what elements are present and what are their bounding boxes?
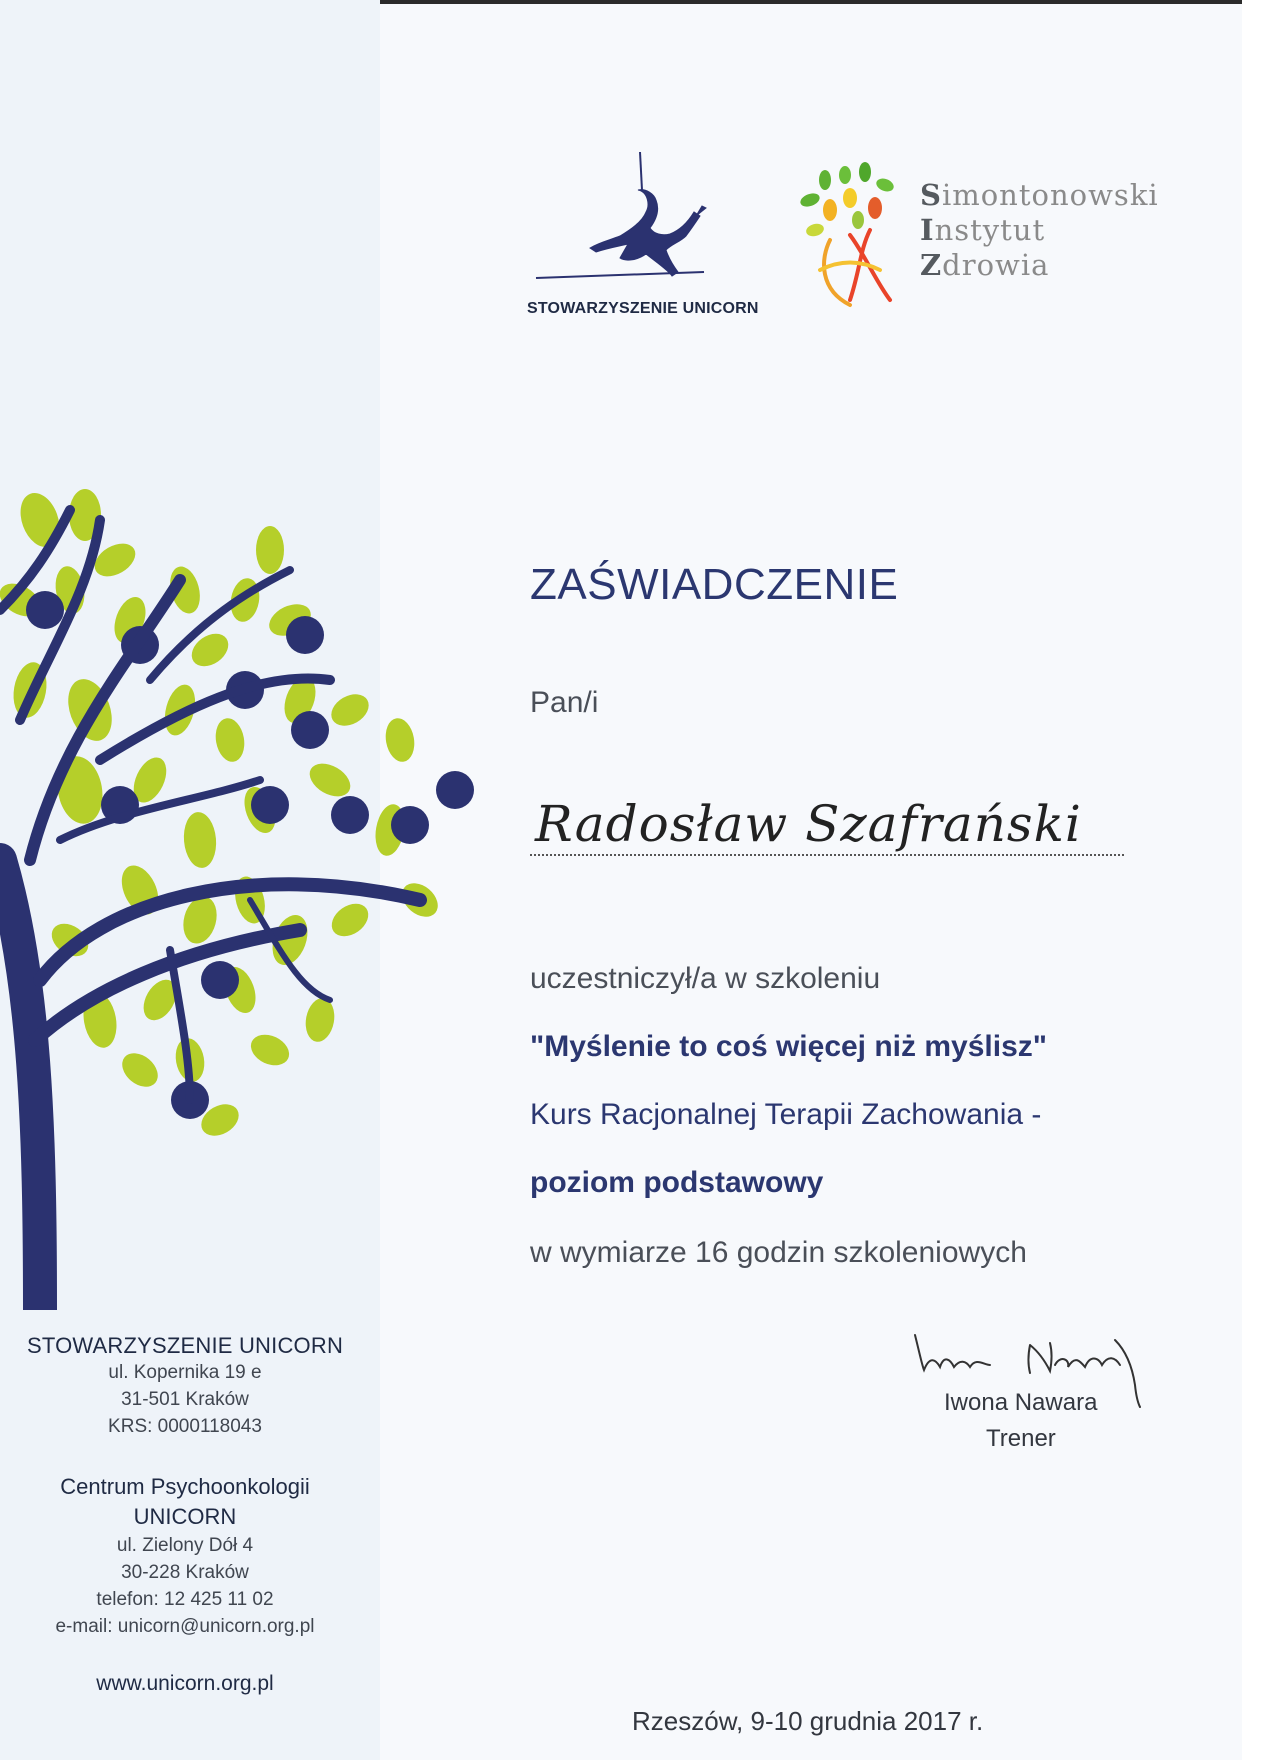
tree-illustration — [0, 480, 480, 1310]
siz-line-3: Zdrowia — [920, 248, 1050, 282]
org-address-street: ul. Kopernika 19 e — [108, 1362, 262, 1383]
centrum-email: e-mail: unicorn@unicorn.org.pl — [55, 1616, 315, 1637]
date-place: Rzeszów, 9-10 grudnia 2017 r. — [632, 1706, 984, 1736]
trainer-role: Trener — [986, 1425, 1056, 1452]
siz-line-1: Simontonowski — [920, 178, 1159, 212]
org-address-city: 31-501 Kraków — [121, 1389, 249, 1410]
centrum-address-street: ul. Zielony Dół 4 — [116, 1535, 254, 1556]
centrum-name-line2: UNICORN — [133, 1504, 237, 1529]
salutation: Pan/i — [530, 686, 599, 719]
scan-edge — [1242, 0, 1280, 1760]
org-name: STOWARZYSZENIE UNICORN — [26, 1333, 344, 1358]
website-link: www.unicorn.org.pl — [96, 1672, 274, 1695]
centrum-address-city: 30-228 Kraków — [121, 1562, 249, 1583]
recipient-name: Radosław Szafrański — [535, 795, 1082, 853]
siz-line-2: Instytut — [920, 213, 1046, 247]
centrum-name-line1: Centrum Psychoonkologii — [60, 1474, 310, 1499]
recipient-dotted-line — [530, 852, 1124, 856]
sidebar-org-unicorn — [0, 1333, 370, 1440]
certificate-title: ZAŚWIADCZENIE — [530, 560, 899, 609]
centrum-phone: telefon: 12 425 11 02 — [96, 1589, 274, 1610]
trainer-name: Iwona Nawara — [944, 1389, 1098, 1416]
course-title: "Myślenie to coś więcej niż myślisz" — [530, 1030, 1047, 1063]
course-subtitle-line2: poziom podstawowy — [530, 1166, 824, 1199]
course-hours: w wymiarze 16 godzin szkoleniowych — [530, 1236, 1027, 1269]
siz-logo-text — [920, 178, 1159, 283]
org-krs: KRS: 0000118043 — [108, 1416, 262, 1437]
sidebar-org-centrum — [0, 1472, 370, 1640]
participation-text: uczestniczył/a w szkoleniu — [530, 962, 881, 995]
course-subtitle-line1: Kurs Racjonalnej Terapii Zachowania - — [530, 1098, 1042, 1131]
unicorn-logo-icon — [520, 150, 770, 320]
siz-tree-logo-icon — [790, 160, 900, 315]
unicorn-logo-label: STOWARZYSZENIE UNICORN — [527, 300, 759, 317]
